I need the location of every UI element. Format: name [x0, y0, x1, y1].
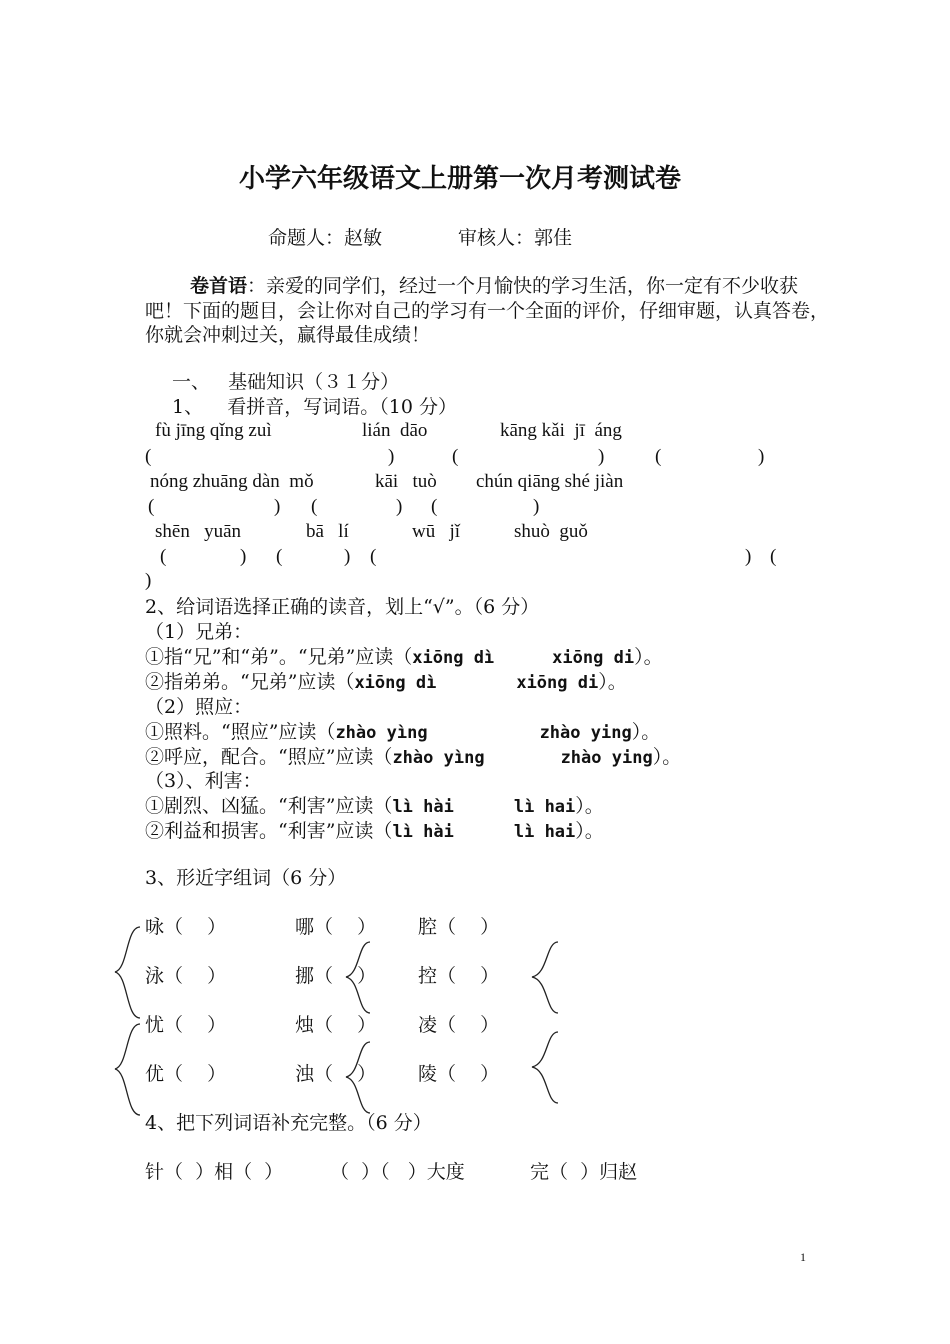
option-end: ）。: [634, 646, 663, 668]
q2-option-line: [145, 819, 604, 844]
reading-option: lì hai: [513, 822, 576, 842]
answer-blank-open: (: [311, 496, 318, 517]
preface-text-1: 亲爱的同学们，经过一个月愉快的学习生活，你一定有不少收获: [266, 275, 799, 297]
answer-blank-close: ): [274, 496, 281, 517]
q2-option-line: [145, 670, 627, 695]
q1-heading: 1、 看拼音，写词语。（10 分）: [172, 396, 457, 418]
option-end: ）。: [575, 820, 604, 842]
pinyin-item: fù jīng qǐng zuì: [155, 420, 272, 441]
pinyin-item: wū jǐ: [412, 521, 461, 542]
option-text: ①照料。“照应”应读（: [145, 721, 336, 743]
pinyin-item: chún qiāng shé jiàn: [476, 471, 624, 492]
char-item: 忧（ ）: [145, 1014, 227, 1036]
preface-line-3: 你就会冲刺过关，赢得最佳成绩！: [145, 324, 431, 346]
option-text: ①剧烈、凶猛。“利害”应读（: [145, 795, 393, 817]
q2-option-line: [145, 794, 604, 819]
answer-blank-close: ): [240, 546, 247, 567]
answer-blank-open: (: [148, 496, 155, 517]
option-text: ②呼应，配合。“照应”应读（: [145, 746, 393, 768]
answer-blank-open: (: [145, 446, 152, 467]
reading-option: zhào yìng: [392, 748, 485, 768]
brace-icon: [112, 925, 142, 1020]
reading-option: xiōng dì: [412, 648, 495, 668]
pinyin-item: lián dāo: [362, 420, 428, 441]
page-number: 1: [800, 1250, 806, 1264]
brace-icon: [528, 1030, 560, 1105]
preface-label: 卷首语: [190, 275, 248, 297]
brace-icon: [112, 1022, 142, 1117]
brace-icon: [342, 940, 372, 1015]
answer-blank-open: (: [431, 496, 438, 517]
char-item: 咏（ ）: [145, 916, 227, 938]
char-item: 腔（ ）: [418, 916, 500, 938]
answer-blank-close: ): [388, 446, 395, 467]
reading-option: lì hài: [392, 822, 454, 842]
pinyin-item: kāng kǎi jī áng: [500, 420, 622, 441]
reading-option: zhào ying: [539, 723, 632, 743]
answer-blank-open: (: [770, 546, 777, 567]
idiom-item: 针（ ）相（ ）: [145, 1161, 284, 1183]
q2-word: （1）兄弟：: [145, 621, 253, 643]
option-end: ）。: [575, 795, 604, 817]
answer-blank-close: ): [745, 546, 752, 567]
reading-option: lì hai: [513, 797, 576, 817]
q2-heading: 2、给词语选择正确的读音，划上“√”。（6 分）: [145, 596, 540, 618]
answer-blank-open: (: [655, 446, 662, 467]
answer-blank-open: (: [370, 546, 377, 567]
pinyin-item: nóng zhuāng dàn mǒ: [150, 471, 314, 492]
q2-option-line: [145, 745, 681, 770]
q4-heading: 4、把下列词语补充完整。（6 分）: [145, 1112, 432, 1134]
option-text: ②指弟弟。“兄弟”应读（: [145, 671, 355, 693]
char-item: 泳（ ）: [145, 965, 227, 987]
char-item: 烛（ ）: [295, 1014, 377, 1036]
pinyin-item: bā lí: [306, 521, 349, 542]
page-title: 小学六年级语文上册第一次月考测试卷: [238, 164, 681, 194]
q2-word: （2）照应：: [145, 696, 253, 718]
brace-icon: [528, 940, 560, 1015]
answer-blank-close: ): [344, 546, 351, 567]
pinyin-item: shuò guǒ: [514, 521, 588, 542]
brace-icon: [342, 1040, 372, 1115]
char-item: 控（ ）: [418, 965, 500, 987]
reading-option: xiōng dì: [354, 673, 437, 693]
char-item: 陵（ ）: [418, 1063, 500, 1085]
idiom-item: 完（ ）归赵: [530, 1161, 638, 1183]
preface-line-2: 吧！下面的题目，会让你对自己的学习有一个全面的评价，仔细审题，认真答卷，: [145, 300, 830, 322]
reading-option: zhào yìng: [335, 723, 428, 743]
option-end: ）。: [652, 746, 682, 768]
option-end: ）。: [598, 671, 627, 693]
char-item: 凌（ ）: [418, 1014, 500, 1036]
char-item: 哪（ ）: [295, 916, 377, 938]
option-text: ①指“兄”和“弟”。“兄弟”应读（: [145, 646, 413, 668]
answer-blank-close: ): [533, 496, 540, 517]
answer-blank-open: (: [160, 546, 167, 567]
option-end: ）。: [631, 721, 661, 743]
setter-name: 命题人：赵敏: [268, 227, 383, 249]
char-item: 浊（ ）: [295, 1063, 377, 1085]
reading-option: xiōng di: [552, 648, 635, 668]
q2-word: （3）、利害：: [145, 770, 262, 792]
q2-option-line: [145, 720, 660, 745]
answer-blank-close: ): [145, 570, 152, 591]
pinyin-item: shēn yuān: [155, 521, 242, 542]
idiom-item: （ ）（ ）大度: [330, 1161, 465, 1183]
section-heading: 一、 基础知识（３１分）: [172, 371, 400, 393]
reading-option: xiōng di: [516, 673, 599, 693]
reading-option: zhào ying: [560, 748, 653, 768]
preface-colon: ：: [247, 275, 267, 297]
reading-option: lì hài: [392, 797, 454, 817]
q2-option-line: [145, 645, 663, 670]
preface-line-1: [190, 274, 798, 298]
answer-blank-close: ): [758, 446, 765, 467]
char-item: 优（ ）: [145, 1063, 227, 1085]
pinyin-item: kāi tuò: [375, 471, 437, 492]
q3-heading: 3、形近字组词（6 分）: [145, 867, 347, 889]
option-text: ②利益和损害。“利害”应读（: [145, 820, 393, 842]
answer-blank-open: (: [452, 446, 459, 467]
answer-blank-open: (: [276, 546, 283, 567]
answer-blank-close: ): [598, 446, 605, 467]
char-item: 挪（ ）: [295, 965, 377, 987]
answer-blank-close: ): [396, 496, 403, 517]
reviewer-name: 审核人：郭佳: [458, 227, 573, 249]
